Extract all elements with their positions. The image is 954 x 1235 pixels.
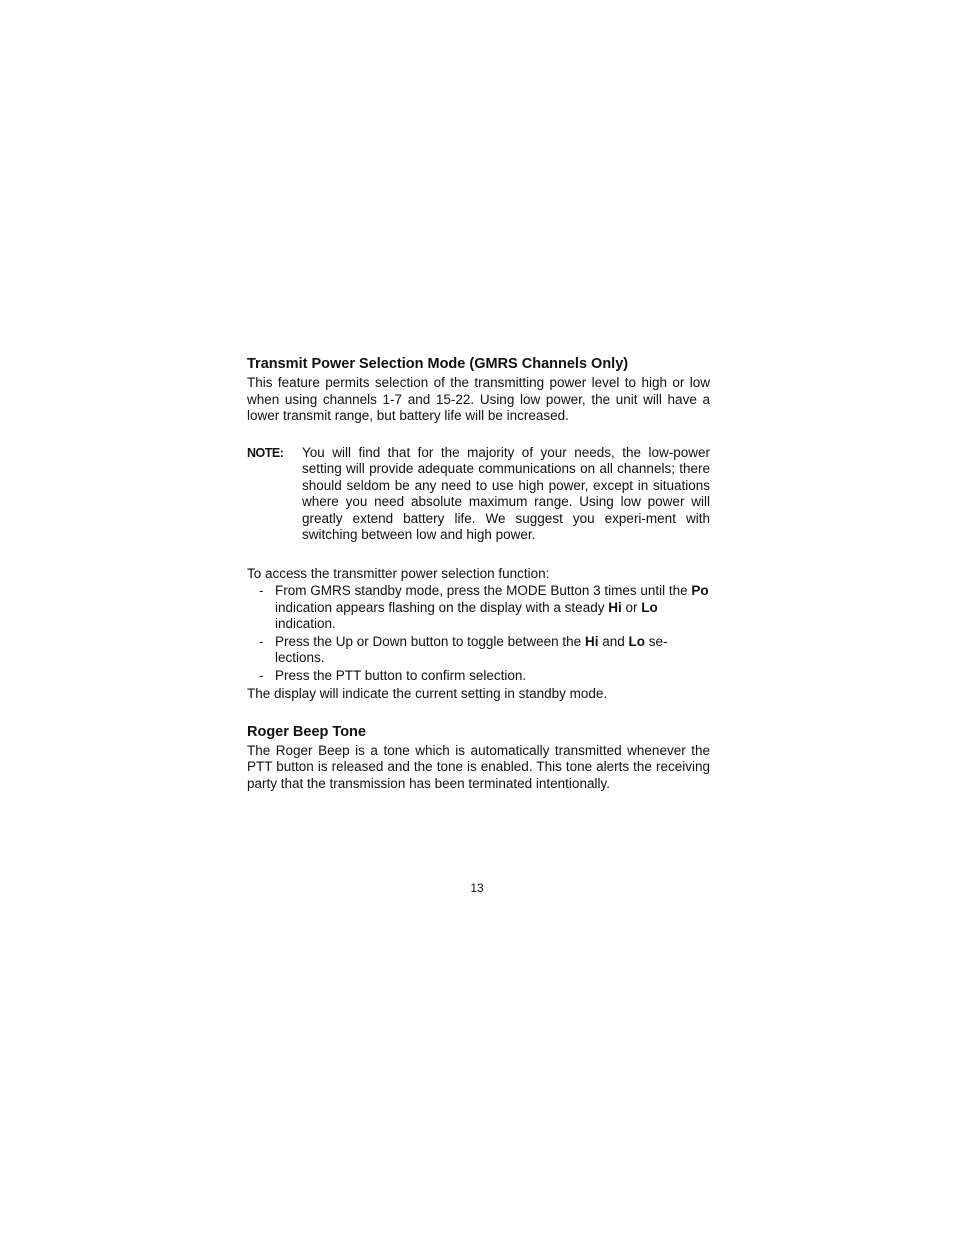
note-text: You will find that for the majority of your needs, the low-power setting will provide adequate communications on all channels; there should seldom be any need to use high power, except in situations where you need absolute maximum range. Using low power will greatly extend battery life. We suggest you experi-ment with switching between low and high power. bbox=[302, 444, 710, 542]
step-text bbox=[275, 668, 710, 685]
step-text-part: or bbox=[621, 599, 642, 615]
step-emphasis-lo: Lo bbox=[641, 599, 658, 615]
section-body-roger-beep: The Roger Beep is a tone which is automatically transmitted whenever the PTT button is released and the tone is enabled. This tone alerts the receiving party that the transmission has been terminated intentionally. bbox=[247, 742, 710, 791]
access-closing: The display will indicate the current setting in standby mode. bbox=[247, 686, 608, 701]
page-number: 13 bbox=[470, 881, 484, 895]
section-title-roger-beep: Roger Beep Tone bbox=[247, 723, 366, 740]
list-dash: - bbox=[259, 667, 264, 683]
list-item bbox=[247, 634, 710, 667]
step-text bbox=[275, 583, 710, 633]
step-text bbox=[275, 634, 710, 667]
manual-page-content bbox=[247, 354, 710, 792]
step-emphasis-lo: Lo bbox=[628, 633, 645, 649]
list-item bbox=[247, 668, 710, 685]
list-item bbox=[247, 583, 710, 633]
step-text-part: and bbox=[598, 633, 629, 649]
step-text-part: se-lections. bbox=[275, 633, 668, 665]
step-emphasis-hi: Hi bbox=[584, 633, 599, 649]
step-text-part: indication. bbox=[275, 616, 336, 631]
note-block bbox=[247, 445, 710, 544]
step-text-part: Press the PTT button to confirm selection. bbox=[275, 667, 527, 683]
note-label: NOTE: bbox=[247, 445, 284, 460]
list-dash: - bbox=[259, 583, 264, 598]
section-body-transmit-power: This feature permits selection of the transmitting power level to high or low when using channels 1-7 and 15-22. Using low power, the unit will have a lower transmit range, but battery life will be increased. bbox=[247, 375, 710, 423]
step-text-part: indication appears flashing on the display with a steady bbox=[275, 599, 609, 615]
list-dash: - bbox=[259, 633, 264, 649]
access-intro: To access the transmitter power selection function: bbox=[247, 565, 550, 581]
step-emphasis-hi: Hi bbox=[608, 599, 622, 615]
section-title-transmit-power: Transmit Power Selection Mode (GMRS Channels Only) bbox=[247, 356, 629, 372]
step-emphasis-po: Po bbox=[691, 583, 709, 598]
step-text-part: Press the Up or Down button to toggle between the bbox=[275, 633, 585, 649]
access-steps-list bbox=[247, 583, 710, 684]
step-text-part: From GMRS standby mode, press the MODE Button 3 times until the bbox=[275, 583, 692, 598]
